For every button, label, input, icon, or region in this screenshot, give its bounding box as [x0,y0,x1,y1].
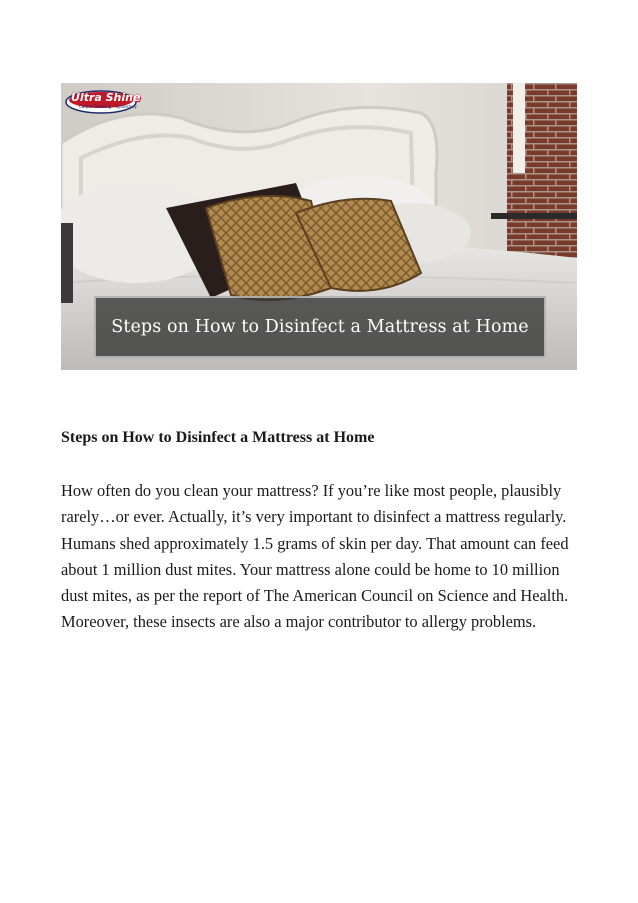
article-paragraph: How often do you clean your mattress? If you’re like most people, plausibly rarely…or ever. Actually, it’s very important to disinfect a mattress regularly. Humans shed approximately 1.5 grams of skin per day. That amount can feed about 1 million dust mites. Your mattress alone could be home to 10 million dust mites, as per the report of The American Council on Science and Health. Moreover, these insects are also a major contributor to allergy problems. [61,481,569,632]
logo-name: Ultra Shine [71,91,141,104]
hero-image [61,83,577,370]
banner-title: Steps on How to Disinfect a Mattress at Home [111,317,529,337]
ultra-shine-logo [65,89,141,115]
article-heading: Steps on How to Disinfect a Mattress at Home [61,429,375,446]
image-banner [94,296,546,358]
logo-tagline: Carpet Cleaning · Upholstery [79,104,137,109]
